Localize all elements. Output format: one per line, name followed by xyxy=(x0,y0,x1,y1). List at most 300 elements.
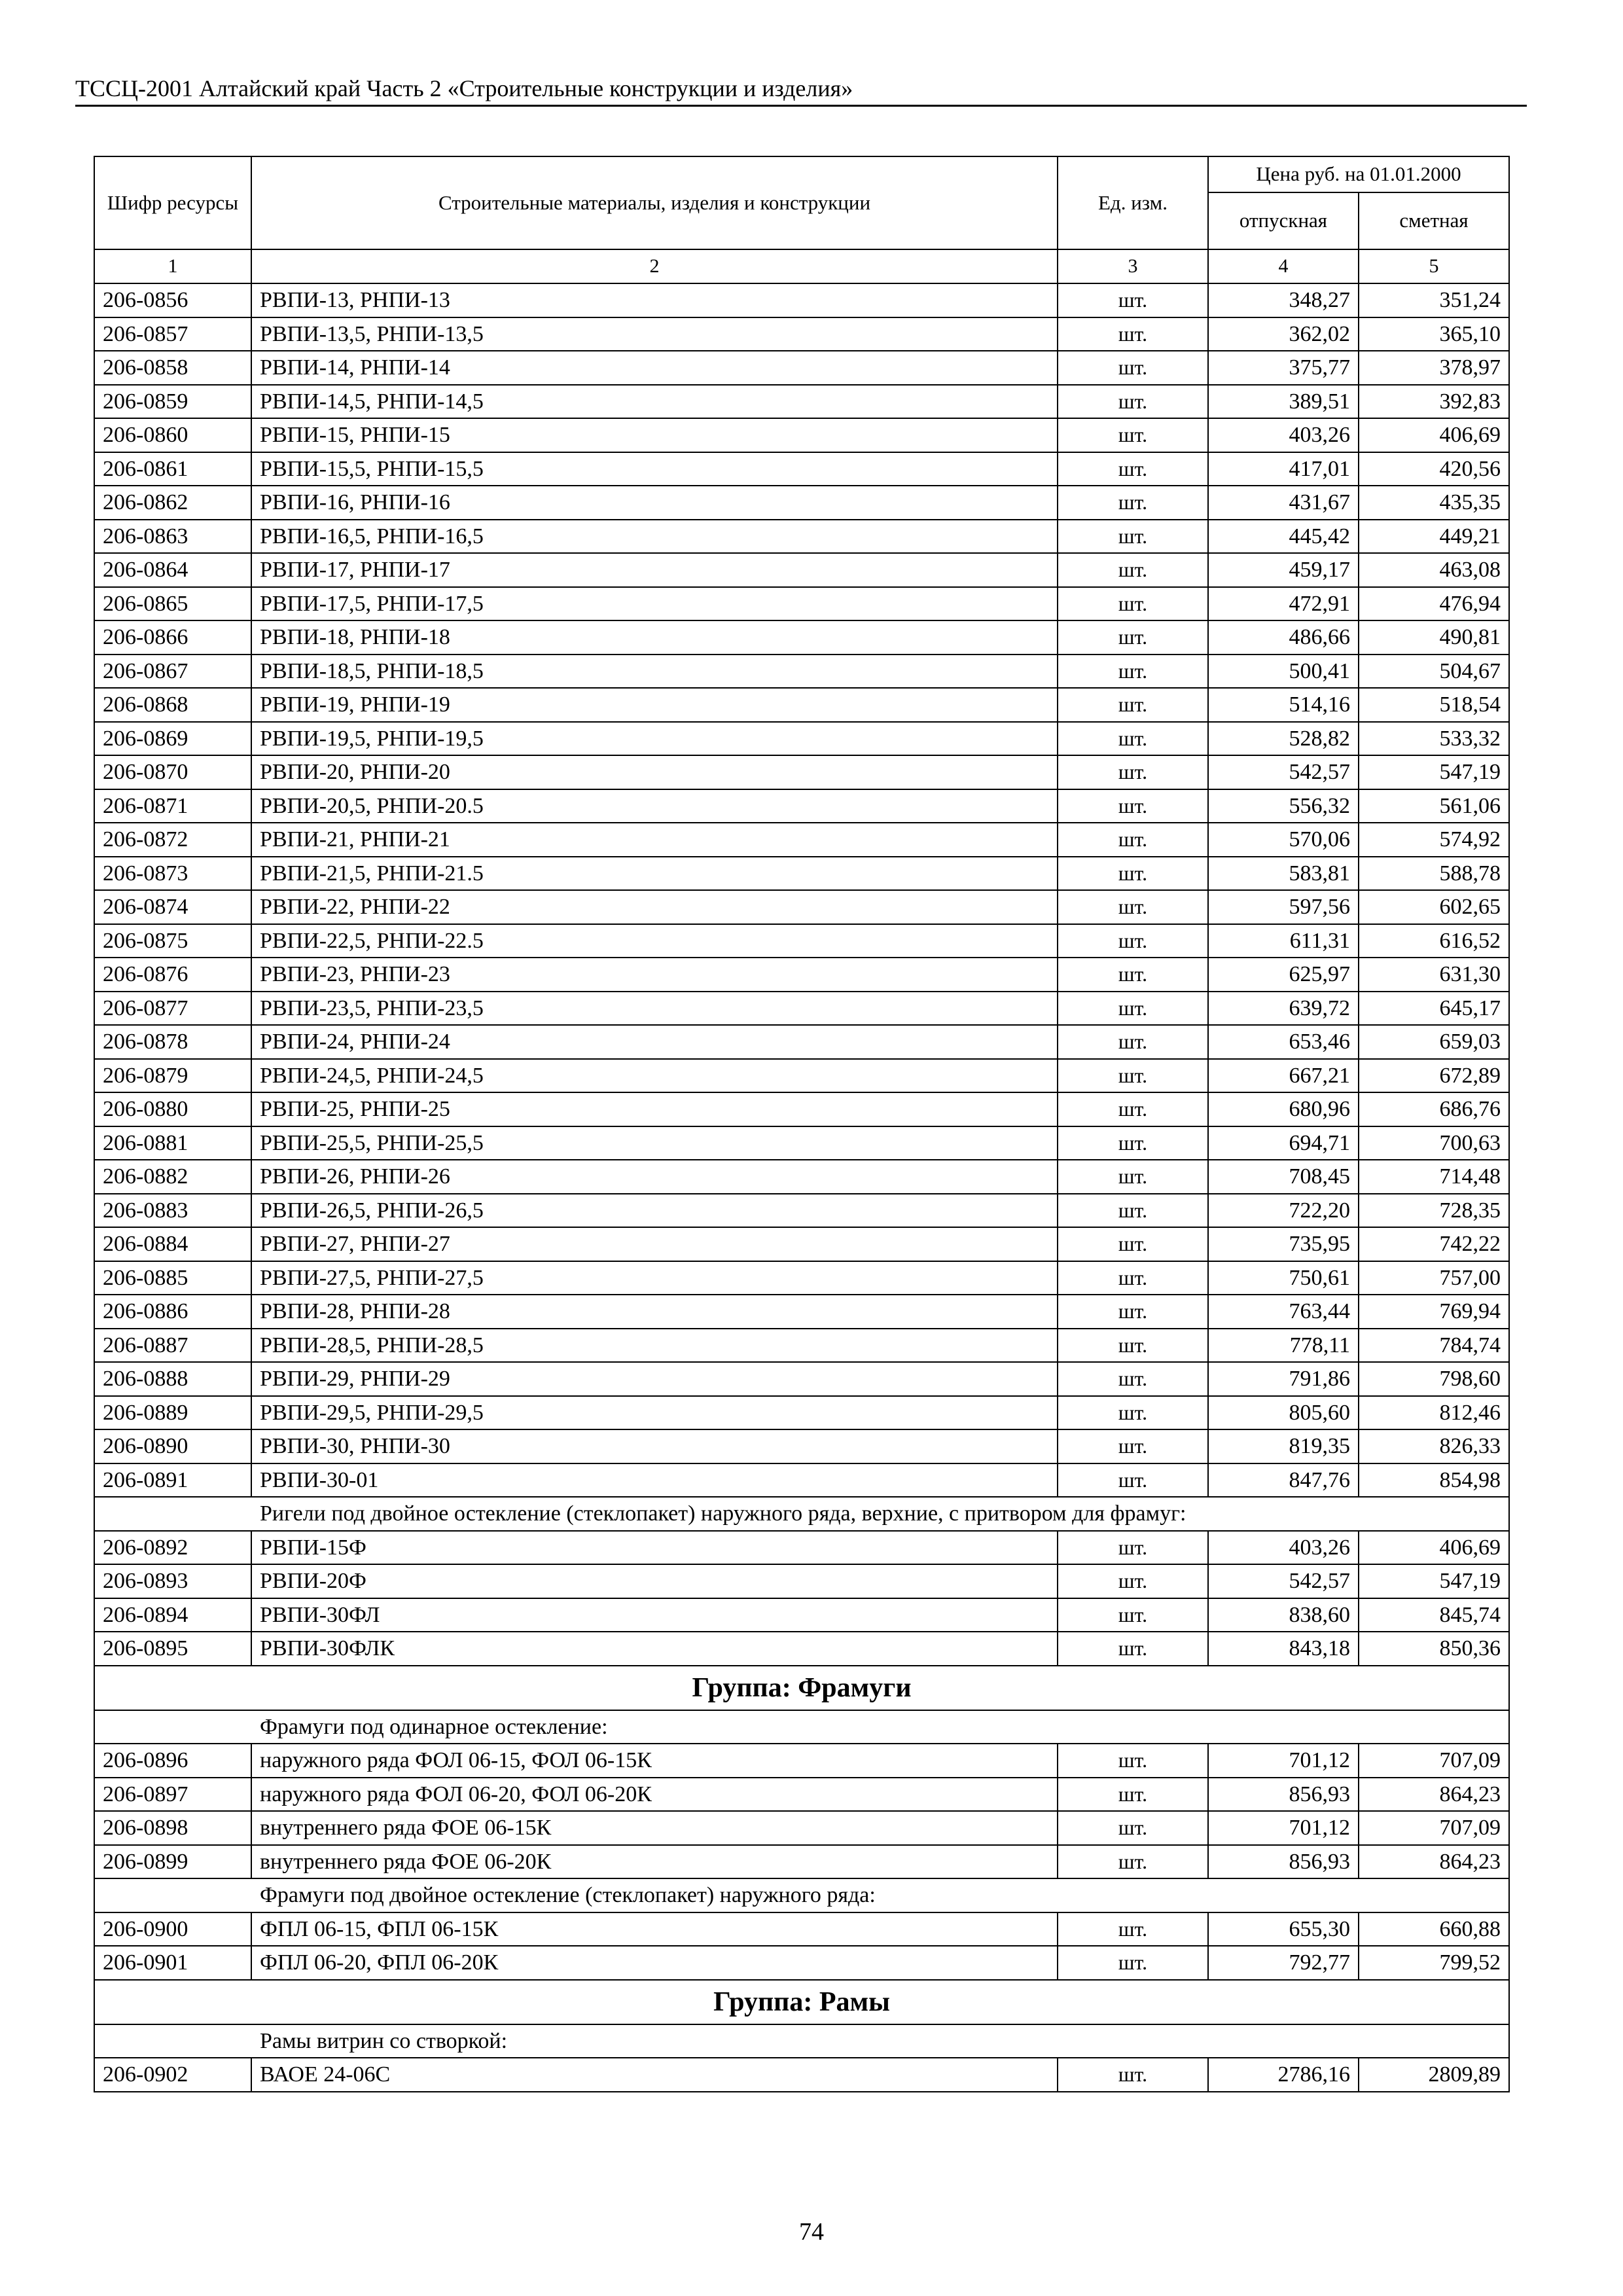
release-price-cell: 653,46 xyxy=(1208,1025,1359,1059)
release-price-cell: 375,77 xyxy=(1208,351,1359,385)
unit-cell: шт. xyxy=(1058,1194,1208,1228)
material-name-cell: РВПИ-15Ф xyxy=(251,1531,1058,1565)
unit-cell: шт. xyxy=(1058,418,1208,452)
table-row xyxy=(94,1059,1509,1093)
column-header-unit: Ед. изм. xyxy=(1058,156,1208,249)
resource-code-cell: 206-0870 xyxy=(94,755,251,789)
resource-code-cell: 206-0882 xyxy=(94,1160,251,1194)
estimate-price-cell: 864,23 xyxy=(1359,1778,1509,1812)
release-price-cell: 701,12 xyxy=(1208,1811,1359,1845)
unit-cell: шт. xyxy=(1058,620,1208,655)
section-heading-row xyxy=(94,1710,1509,1744)
release-price-cell: 500,41 xyxy=(1208,655,1359,689)
material-name-cell: РВПИ-30ФЛК xyxy=(251,1632,1058,1666)
release-price-cell: 486,66 xyxy=(1208,620,1359,655)
resource-code-cell: 206-0862 xyxy=(94,486,251,520)
release-price-cell: 403,26 xyxy=(1208,418,1359,452)
resource-code-cell: 206-0900 xyxy=(94,1912,251,1946)
estimate-price-cell: 351,24 xyxy=(1359,283,1509,317)
material-name-cell: РВПИ-16, РНПИ-16 xyxy=(251,486,1058,520)
release-price-cell: 763,44 xyxy=(1208,1295,1359,1329)
resource-code-cell: 206-0879 xyxy=(94,1059,251,1093)
material-name-cell: РВПИ-20Ф xyxy=(251,1564,1058,1598)
unit-cell: шт. xyxy=(1058,1362,1208,1396)
table-row xyxy=(94,789,1509,823)
material-name-cell: РВПИ-29, РНПИ-29 xyxy=(251,1362,1058,1396)
table-row xyxy=(94,1362,1509,1396)
unit-cell: шт. xyxy=(1058,1396,1208,1430)
resource-code-cell: 206-0889 xyxy=(94,1396,251,1430)
estimate-price-cell: 769,94 xyxy=(1359,1295,1509,1329)
release-price-cell: 792,77 xyxy=(1208,1946,1359,1980)
release-price-cell: 701,12 xyxy=(1208,1744,1359,1778)
column-number: 4 xyxy=(1208,249,1359,283)
estimate-price-cell: 533,32 xyxy=(1359,722,1509,756)
estimate-price-cell: 798,60 xyxy=(1359,1362,1509,1396)
resource-code-cell: 206-0871 xyxy=(94,789,251,823)
table-row xyxy=(94,351,1509,385)
estimate-price-cell: 378,97 xyxy=(1359,351,1509,385)
release-price-cell: 583,81 xyxy=(1208,857,1359,891)
estimate-price-cell: 435,35 xyxy=(1359,486,1509,520)
resource-code-cell: 206-0878 xyxy=(94,1025,251,1059)
release-price-cell: 791,86 xyxy=(1208,1362,1359,1396)
resource-code-cell: 206-0899 xyxy=(94,1845,251,1879)
unit-cell: шт. xyxy=(1058,1329,1208,1363)
resource-code-cell: 206-0869 xyxy=(94,722,251,756)
table-row xyxy=(94,688,1509,722)
release-price-cell: 597,56 xyxy=(1208,890,1359,924)
table-row xyxy=(94,1092,1509,1126)
release-price-cell: 819,35 xyxy=(1208,1429,1359,1463)
page-number: 74 xyxy=(799,2218,824,2246)
table-row xyxy=(94,655,1509,689)
material-name-cell: РВПИ-28,5, РНПИ-28,5 xyxy=(251,1329,1058,1363)
estimate-price-cell: 707,09 xyxy=(1359,1811,1509,1845)
material-name-cell: РВПИ-22, РНПИ-22 xyxy=(251,890,1058,924)
material-name-cell: РВПИ-19,5, РНПИ-19,5 xyxy=(251,722,1058,756)
resource-code-cell: 206-0864 xyxy=(94,553,251,587)
resource-code-cell: 206-0863 xyxy=(94,520,251,554)
table-row xyxy=(94,1531,1509,1565)
material-name-cell: РВПИ-29,5, РНПИ-29,5 xyxy=(251,1396,1058,1430)
material-name-cell: внутреннего ряда ФОЕ 06-20К xyxy=(251,1845,1058,1879)
release-price-cell: 708,45 xyxy=(1208,1160,1359,1194)
release-price-cell: 625,97 xyxy=(1208,958,1359,992)
table-row xyxy=(94,520,1509,554)
resource-code-cell: 206-0885 xyxy=(94,1261,251,1295)
estimate-price-cell: 707,09 xyxy=(1359,1744,1509,1778)
unit-cell: шт. xyxy=(1058,283,1208,317)
estimate-price-cell: 631,30 xyxy=(1359,958,1509,992)
release-price-cell: 542,57 xyxy=(1208,755,1359,789)
material-name-cell: РВПИ-18, РНПИ-18 xyxy=(251,620,1058,655)
table-row xyxy=(94,1912,1509,1946)
unit-cell: шт. xyxy=(1058,1598,1208,1632)
section-heading-row xyxy=(94,2024,1509,2058)
group-heading-row xyxy=(94,1666,1509,1710)
resource-code-cell: 206-0892 xyxy=(94,1531,251,1565)
resource-code-cell: 206-0884 xyxy=(94,1227,251,1261)
table-row xyxy=(94,857,1509,891)
resource-code-cell: 206-0888 xyxy=(94,1362,251,1396)
material-name-cell: РВПИ-30-01 xyxy=(251,1463,1058,1498)
resource-code-cell: 206-0881 xyxy=(94,1126,251,1160)
release-price-cell: 348,27 xyxy=(1208,283,1359,317)
unit-cell: шт. xyxy=(1058,1227,1208,1261)
column-number: 3 xyxy=(1058,249,1208,283)
release-price-cell: 838,60 xyxy=(1208,1598,1359,1632)
material-name-cell: РВПИ-30ФЛ xyxy=(251,1598,1058,1632)
release-price-cell: 389,51 xyxy=(1208,385,1359,419)
unit-cell: шт. xyxy=(1058,992,1208,1026)
table-row xyxy=(94,1126,1509,1160)
release-price-cell: 459,17 xyxy=(1208,553,1359,587)
estimate-price-cell: 504,67 xyxy=(1359,655,1509,689)
release-price-cell: 680,96 xyxy=(1208,1092,1359,1126)
release-price-cell: 667,21 xyxy=(1208,1059,1359,1093)
column-number: 2 xyxy=(251,249,1058,283)
unit-cell: шт. xyxy=(1058,1946,1208,1980)
section-heading-row xyxy=(94,1497,1509,1531)
resource-code-cell: 206-0890 xyxy=(94,1429,251,1463)
resource-code-cell: 206-0887 xyxy=(94,1329,251,1363)
estimate-price-cell: 845,74 xyxy=(1359,1598,1509,1632)
table-row xyxy=(94,620,1509,655)
unit-cell: шт. xyxy=(1058,688,1208,722)
release-price-cell: 556,32 xyxy=(1208,789,1359,823)
estimate-price-cell: 864,23 xyxy=(1359,1845,1509,1879)
resource-code-cell: 206-0874 xyxy=(94,890,251,924)
release-price-cell: 655,30 xyxy=(1208,1912,1359,1946)
material-name-cell: РВПИ-14, РНПИ-14 xyxy=(251,351,1058,385)
column-header-name: Строительные материалы, изделия и конструкции xyxy=(251,156,1058,249)
material-name-cell: РВПИ-14,5, РНПИ-14,5 xyxy=(251,385,1058,419)
estimate-price-cell: 476,94 xyxy=(1359,587,1509,621)
table-row xyxy=(94,890,1509,924)
table-row xyxy=(94,2058,1509,2092)
estimate-price-cell: 420,56 xyxy=(1359,452,1509,486)
unit-cell: шт. xyxy=(1058,890,1208,924)
unit-cell: шт. xyxy=(1058,1912,1208,1946)
material-name-cell: РВПИ-21,5, РНПИ-21.5 xyxy=(251,857,1058,891)
table-row xyxy=(94,1946,1509,1980)
material-name-cell: РВПИ-20, РНПИ-20 xyxy=(251,755,1058,789)
unit-cell: шт. xyxy=(1058,655,1208,689)
estimate-price-cell: 757,00 xyxy=(1359,1261,1509,1295)
material-name-cell: ФПЛ 06-15, ФПЛ 06-15К xyxy=(251,1912,1058,1946)
table-row xyxy=(94,317,1509,351)
resource-code-cell: 206-0866 xyxy=(94,620,251,655)
material-name-cell: РВПИ-27,5, РНПИ-27,5 xyxy=(251,1261,1058,1295)
material-name-cell: РВПИ-25,5, РНПИ-25,5 xyxy=(251,1126,1058,1160)
table-row xyxy=(94,1463,1509,1498)
unit-cell: шт. xyxy=(1058,1463,1208,1498)
page-header: ТССЦ-2001 Алтайский край Часть 2 «Строительные конструкции и изделия» xyxy=(75,73,1527,107)
material-name-cell: РВПИ-13,5, РНПИ-13,5 xyxy=(251,317,1058,351)
resource-code-cell: 206-0860 xyxy=(94,418,251,452)
estimate-price-cell: 660,88 xyxy=(1359,1912,1509,1946)
estimate-price-cell: 574,92 xyxy=(1359,823,1509,857)
release-price-cell: 403,26 xyxy=(1208,1531,1359,1565)
resource-code-cell: 206-0877 xyxy=(94,992,251,1026)
material-name-cell: РВПИ-15, РНПИ-15 xyxy=(251,418,1058,452)
group-heading-row xyxy=(94,1980,1509,2024)
table-row xyxy=(94,755,1509,789)
unit-cell: шт. xyxy=(1058,789,1208,823)
resource-code-cell: 206-0861 xyxy=(94,452,251,486)
resource-code-cell: 206-0902 xyxy=(94,2058,251,2092)
table-row xyxy=(94,283,1509,317)
table-row xyxy=(94,1261,1509,1295)
table-row xyxy=(94,1778,1509,1812)
unit-cell: шт. xyxy=(1058,1632,1208,1666)
estimate-price-cell: 728,35 xyxy=(1359,1194,1509,1228)
unit-cell: шт. xyxy=(1058,1744,1208,1778)
section-heading-row xyxy=(94,1878,1509,1912)
release-price-cell: 639,72 xyxy=(1208,992,1359,1026)
material-name-cell: РВПИ-20,5, РНПИ-20.5 xyxy=(251,789,1058,823)
column-header-price-group: Цена руб. на 01.01.2000 xyxy=(1208,156,1509,192)
table-row xyxy=(94,1396,1509,1430)
unit-cell: шт. xyxy=(1058,486,1208,520)
release-price-cell: 514,16 xyxy=(1208,688,1359,722)
release-price-cell: 542,57 xyxy=(1208,1564,1359,1598)
column-number: 1 xyxy=(94,249,251,283)
unit-cell: шт. xyxy=(1058,1261,1208,1295)
unit-cell: шт. xyxy=(1058,1778,1208,1812)
release-price-cell: 750,61 xyxy=(1208,1261,1359,1295)
resource-code-cell: 206-0859 xyxy=(94,385,251,419)
resource-code-cell: 206-0856 xyxy=(94,283,251,317)
resource-code-cell: 206-0857 xyxy=(94,317,251,351)
table-row xyxy=(94,587,1509,621)
unit-cell: шт. xyxy=(1058,587,1208,621)
estimate-price-cell: 406,69 xyxy=(1359,1531,1509,1565)
estimate-price-cell: 602,65 xyxy=(1359,890,1509,924)
table-row xyxy=(94,1598,1509,1632)
table-row xyxy=(94,1845,1509,1879)
estimate-price-cell: 854,98 xyxy=(1359,1463,1509,1498)
resource-code-cell: 206-0896 xyxy=(94,1744,251,1778)
estimate-price-cell: 561,06 xyxy=(1359,789,1509,823)
release-price-cell: 570,06 xyxy=(1208,823,1359,857)
table-row xyxy=(94,722,1509,756)
estimate-price-cell: 365,10 xyxy=(1359,317,1509,351)
unit-cell: шт. xyxy=(1058,1564,1208,1598)
table-row xyxy=(94,1744,1509,1778)
unit-cell: шт. xyxy=(1058,924,1208,958)
table-row xyxy=(94,1194,1509,1228)
resource-code-cell: 206-0893 xyxy=(94,1564,251,1598)
resource-code-cell: 206-0901 xyxy=(94,1946,251,1980)
estimate-price-cell: 826,33 xyxy=(1359,1429,1509,1463)
material-name-cell: ВАОЕ 24-06С xyxy=(251,2058,1058,2092)
material-name-cell: РВПИ-24,5, РНПИ-24,5 xyxy=(251,1059,1058,1093)
resource-code-cell: 206-0865 xyxy=(94,587,251,621)
unit-cell: шт. xyxy=(1058,857,1208,891)
table-row xyxy=(94,1160,1509,1194)
table-row xyxy=(94,553,1509,587)
column-header-release-price: отпускная xyxy=(1208,192,1359,249)
release-price-cell: 856,93 xyxy=(1208,1778,1359,1812)
resource-code-cell: 206-0873 xyxy=(94,857,251,891)
unit-cell: шт. xyxy=(1058,1126,1208,1160)
section-heading: Ригели под двойное остекление (стеклопакет) наружного ряда, верхние, с притвором для фрамуг: xyxy=(94,1497,1509,1531)
unit-cell: шт. xyxy=(1058,1295,1208,1329)
group-heading: Группа: Рамы xyxy=(94,1980,1509,2024)
unit-cell: шт. xyxy=(1058,452,1208,486)
table-row xyxy=(94,992,1509,1026)
unit-cell: шт. xyxy=(1058,1025,1208,1059)
estimate-price-cell: 659,03 xyxy=(1359,1025,1509,1059)
unit-cell: шт. xyxy=(1058,958,1208,992)
unit-cell: шт. xyxy=(1058,722,1208,756)
unit-cell: шт. xyxy=(1058,823,1208,857)
release-price-cell: 417,01 xyxy=(1208,452,1359,486)
table-row xyxy=(94,1632,1509,1666)
release-price-cell: 805,60 xyxy=(1208,1396,1359,1430)
resource-code-cell: 206-0883 xyxy=(94,1194,251,1228)
material-name-cell: РВПИ-21, РНПИ-21 xyxy=(251,823,1058,857)
release-price-cell: 735,95 xyxy=(1208,1227,1359,1261)
material-name-cell: РВПИ-27, РНПИ-27 xyxy=(251,1227,1058,1261)
resource-code-cell: 206-0858 xyxy=(94,351,251,385)
resource-code-cell: 206-0875 xyxy=(94,924,251,958)
table-row xyxy=(94,924,1509,958)
material-name-cell: РВПИ-16,5, РНПИ-16,5 xyxy=(251,520,1058,554)
release-price-cell: 722,20 xyxy=(1208,1194,1359,1228)
estimate-price-cell: 799,52 xyxy=(1359,1946,1509,1980)
resource-code-cell: 206-0880 xyxy=(94,1092,251,1126)
release-price-cell: 778,11 xyxy=(1208,1329,1359,1363)
unit-cell: шт. xyxy=(1058,1531,1208,1565)
table-row xyxy=(94,958,1509,992)
material-name-cell: РВПИ-18,5, РНПИ-18,5 xyxy=(251,655,1058,689)
estimate-price-cell: 547,19 xyxy=(1359,1564,1509,1598)
unit-cell: шт. xyxy=(1058,317,1208,351)
unit-cell: шт. xyxy=(1058,1429,1208,1463)
release-price-cell: 472,91 xyxy=(1208,587,1359,621)
estimate-price-cell: 812,46 xyxy=(1359,1396,1509,1430)
release-price-cell: 528,82 xyxy=(1208,722,1359,756)
table-row xyxy=(94,1329,1509,1363)
unit-cell: шт. xyxy=(1058,553,1208,587)
table-row xyxy=(94,1295,1509,1329)
resource-code-cell: 206-0897 xyxy=(94,1778,251,1812)
estimate-price-cell: 449,21 xyxy=(1359,520,1509,554)
unit-cell: шт. xyxy=(1058,1059,1208,1093)
material-name-cell: РВПИ-26,5, РНПИ-26,5 xyxy=(251,1194,1058,1228)
table-row xyxy=(94,385,1509,419)
release-price-cell: 2786,16 xyxy=(1208,2058,1359,2092)
table-body xyxy=(94,283,1509,2092)
estimate-price-cell: 406,69 xyxy=(1359,418,1509,452)
unit-cell: шт. xyxy=(1058,1845,1208,1879)
material-name-cell: РВПИ-22,5, РНПИ-22.5 xyxy=(251,924,1058,958)
table-row xyxy=(94,486,1509,520)
release-price-cell: 431,67 xyxy=(1208,486,1359,520)
material-name-cell: наружного ряда ФОЛ 06-15, ФОЛ 06-15К xyxy=(251,1744,1058,1778)
resource-code-cell: 206-0872 xyxy=(94,823,251,857)
table-row xyxy=(94,1811,1509,1845)
resource-code-cell: 206-0886 xyxy=(94,1295,251,1329)
resource-code-cell: 206-0895 xyxy=(94,1632,251,1666)
release-price-cell: 362,02 xyxy=(1208,317,1359,351)
material-name-cell: РВПИ-25, РНПИ-25 xyxy=(251,1092,1058,1126)
estimate-price-cell: 686,76 xyxy=(1359,1092,1509,1126)
material-name-cell: РВПИ-26, РНПИ-26 xyxy=(251,1160,1058,1194)
unit-cell: шт. xyxy=(1058,1811,1208,1845)
resource-code-cell: 206-0876 xyxy=(94,958,251,992)
material-name-cell: РВПИ-19, РНПИ-19 xyxy=(251,688,1058,722)
estimate-price-cell: 742,22 xyxy=(1359,1227,1509,1261)
material-name-cell: РВПИ-17,5, РНПИ-17,5 xyxy=(251,587,1058,621)
table-row xyxy=(94,1564,1509,1598)
table-row xyxy=(94,1227,1509,1261)
table-row xyxy=(94,823,1509,857)
material-name-cell: внутреннего ряда ФОЕ 06-15К xyxy=(251,1811,1058,1845)
material-name-cell: РВПИ-28, РНПИ-28 xyxy=(251,1295,1058,1329)
release-price-cell: 843,18 xyxy=(1208,1632,1359,1666)
estimate-price-cell: 850,36 xyxy=(1359,1632,1509,1666)
material-name-cell: наружного ряда ФОЛ 06-20, ФОЛ 06-20К xyxy=(251,1778,1058,1812)
resource-code-cell: 206-0891 xyxy=(94,1463,251,1498)
release-price-cell: 611,31 xyxy=(1208,924,1359,958)
table-row xyxy=(94,1429,1509,1463)
release-price-cell: 694,71 xyxy=(1208,1126,1359,1160)
estimate-price-cell: 547,19 xyxy=(1359,755,1509,789)
unit-cell: шт. xyxy=(1058,2058,1208,2092)
unit-cell: шт. xyxy=(1058,1160,1208,1194)
column-number: 5 xyxy=(1359,249,1509,283)
estimate-price-cell: 518,54 xyxy=(1359,688,1509,722)
estimate-price-cell: 784,74 xyxy=(1359,1329,1509,1363)
section-heading: Фрамуги под одинарное остекление: xyxy=(94,1710,1509,1744)
unit-cell: шт. xyxy=(1058,385,1208,419)
estimate-price-cell: 490,81 xyxy=(1359,620,1509,655)
group-heading: Группа: Фрамуги xyxy=(94,1666,1509,1710)
table-row xyxy=(94,1025,1509,1059)
resource-code-cell: 206-0898 xyxy=(94,1811,251,1845)
estimate-price-cell: 2809,89 xyxy=(1359,2058,1509,2092)
estimate-price-cell: 714,48 xyxy=(1359,1160,1509,1194)
price-table xyxy=(94,156,1510,2092)
material-name-cell: РВПИ-23, РНПИ-23 xyxy=(251,958,1058,992)
release-price-cell: 856,93 xyxy=(1208,1845,1359,1879)
material-name-cell: РВПИ-17, РНПИ-17 xyxy=(251,553,1058,587)
unit-cell: шт. xyxy=(1058,520,1208,554)
material-name-cell: РВПИ-15,5, РНПИ-15,5 xyxy=(251,452,1058,486)
estimate-price-cell: 645,17 xyxy=(1359,992,1509,1026)
estimate-price-cell: 463,08 xyxy=(1359,553,1509,587)
material-name-cell: ФПЛ 06-20, ФПЛ 06-20К xyxy=(251,1946,1058,1980)
section-heading: Фрамуги под двойное остекление (стеклопакет) наружного ряда: xyxy=(94,1878,1509,1912)
material-name-cell: РВПИ-30, РНПИ-30 xyxy=(251,1429,1058,1463)
estimate-price-cell: 616,52 xyxy=(1359,924,1509,958)
unit-cell: шт. xyxy=(1058,1092,1208,1126)
release-price-cell: 847,76 xyxy=(1208,1463,1359,1498)
column-header-estimate-price: сметная xyxy=(1359,192,1509,249)
resource-code-cell: 206-0867 xyxy=(94,655,251,689)
estimate-price-cell: 588,78 xyxy=(1359,857,1509,891)
estimate-price-cell: 392,83 xyxy=(1359,385,1509,419)
material-name-cell: РВПИ-13, РНПИ-13 xyxy=(251,283,1058,317)
unit-cell: шт. xyxy=(1058,755,1208,789)
estimate-price-cell: 672,89 xyxy=(1359,1059,1509,1093)
section-heading: Рамы витрин со створкой: xyxy=(94,2024,1509,2058)
table-row xyxy=(94,452,1509,486)
